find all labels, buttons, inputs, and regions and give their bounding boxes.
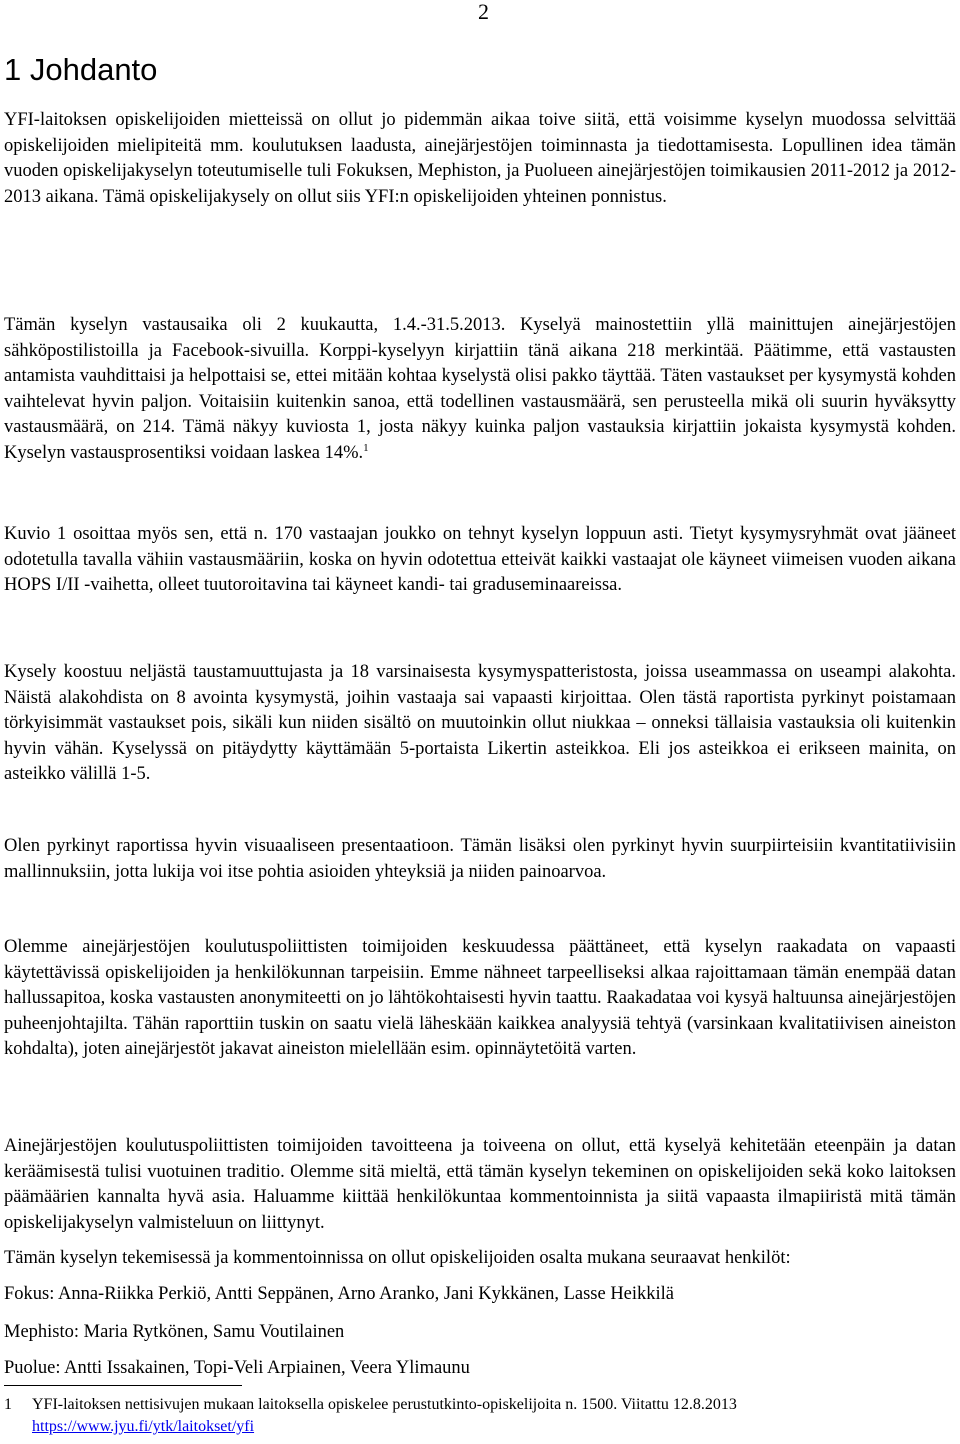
paragraph-survey-structure: Kysely koostuu neljästä taustamuuttujasta ja 18 varsinaisesta kysymyspatteristosta, joissa useammassa on useampi alakohta. Näistä alakohdista on 8 avointa kysymystä, joihin vastaaja sai vapaasti kirjoittaa. Olen tästä raportista pyrkinyt poistamaan törkyisimmät vastaukset pois, sikäli kun niiden sisältö on muutoinkin ollut niukkaa – onneksi tällaisia vastauksia oli kuitenkin hyvin vähän. Kyselyssä on pitäydytty käyttämään 5-portaista Likertin asteikkoa. Eli jos asteikkoa ei erikseen mainita, on asteikko välillä 1-5.: [4, 662, 956, 785]
footnote-reference: 1: [363, 441, 369, 454]
footnote-number: 1: [4, 1396, 12, 1413]
page-number: 2: [478, 0, 489, 24]
contributors-mephisto: Mephisto: Maria Rytkönen, Samu Voutilainen: [4, 1322, 345, 1342]
paragraph-contributors-intro: Tämän kyselyn tekemisessä ja kommentoinnissa on ollut opiskelijoiden osalta mukana seuraavat henkilöt:: [4, 1248, 791, 1268]
paragraph-goals: Ainejärjestöjen koulutuspoliittisten toimijoiden tavoitteena ja toiveena on ollut, että kyselyä kehitetään eteenpäin ja datan keräämisestä tulisi vuotuinen traditio. Olemme sitä mieltä, että tämän kyselyn tekeminen on opiskelijoiden sekä koko laitoksen päämäärien kannalta hyvä asia. Haluamme kiittää henkilökuntaa kommentoinnista ja siitä vapaasta ilmapiiristä mitä tämän opiskelijakyselyn valmisteluun on liittynyt.: [4, 1136, 956, 1233]
paragraph-response-time-text: Tämän kyselyn vastausaika oli 2 kuukautta, 1.4.-31.5.2013. Kyselyä mainostettiin yllä mainittujen ainejärjestöjen sähköpostilistoilla ja Facebook-sivuilla. Korppi-kyselyyn kirjattiin tänä aikana 218 merkintää. Päätimme, että vastausten antamista vauhdittaisi ja helpottaisi se, ettei mitään kohtaa kyselystä olisi pakko täyttää. Täten vastaukset per kysymystä kohden vaihtelevat hyvin paljon. Voitaisiin kuitenkin sanoa, että todellinen vastausmäärä, sen perusteella mikä oli suurin hyväksytty vastausmäärä, on 214. Tämä näkyy kuviosta 1, josta näkyy kuinka paljon vastauksia kirjattiin jokaista kysymystä kohden. Kyselyn vastausprosentiksi voidaan laskea 14%.: [4, 315, 956, 463]
contributors-puolue: Puolue: Antti Issakainen, Topi-Veli Arpiainen, Veera Ylimaunu: [4, 1358, 470, 1378]
footnote-link[interactable]: https://www.jyu.fi/ytk/laitokset/yfi: [32, 1418, 255, 1435]
paragraph-intro: YFI-laitoksen opiskelijoiden mietteissä on ollut jo pidemmän aikaa toive siitä, että voisimme kyselyn muodossa selvittää opiskelijoiden mielipiteitä mm. koulutuksen laadusta, ainejärjestöjen toiminnasta ja tiedottamisesta. Lopullinen idea tämän vuoden opiskelijakyselyn toteutumiselle tuli Fokuksen, Mephiston, ja Puolueen ainejärjestöjen toimikausien 2011-2012 ja 2012-2013 aikana. Tämä opiskelijakysely on ollut siis YFI:n opiskelijoiden yhteinen ponnistus.: [4, 110, 956, 207]
footnote: [4, 1394, 956, 1438]
footnote-divider: [4, 1385, 242, 1386]
paragraph-presentation: Olen pyrkinyt raportissa hyvin visuaaliseen presentaatioon. Tämän lisäksi olen pyrkinyt hyvin suurpiirteisiin kvantitatiivisiin mallinnuksiin, jotta lukija voi itse pohtia asioiden yhteyksiä ja niiden painoarvoa.: [4, 836, 956, 882]
paragraph-response-time: [4, 313, 956, 467]
chapter-heading: 1 Johdanto: [4, 52, 158, 87]
paragraph-raw-data: Olemme ainejärjestöjen koulutuspoliittisten toimijoiden keskuudessa päättäneet, että kyselyn raakadata on vapaasti käytettävissä opiskelijoiden ja henkilökunnan tarpeisiin. Emme nähneet tarpeelliseksi alkaa rajoittamaan tämän enempää datan hallussapitoa, koska vastausten anonymiteetti on jo lähtökohtaisesti hyvin taattu. Raakadataa voi kysyä haltuunsa ainejärjestöjen puheenjohtajilta. Tähän raporttiin tuskin on saatu vielä läheskään kaikkea analyysiä tehtyä (varsinkaan kvalitatiivisen aineiston kohdalta), joten ainejärjestöt jakavat aineiston mielellään esim. opinnäytetöitä varten.: [4, 937, 956, 1060]
contributors-fokus: Fokus: Anna-Riikka Perkiö, Antti Seppänen, Arno Aranko, Jani Kykkänen, Lasse Heikkilä: [4, 1284, 675, 1304]
footnote-text: YFI-laitoksen nettisivujen mukaan laitoksella opiskelee perustutkinto-opiskelijoita n. 1500. Viitattu 12.8.2013: [32, 1396, 737, 1413]
paragraph-figure-note: Kuvio 1 osoittaa myös sen, että n. 170 vastaajan joukko on tehnyt kyselyn loppuun asti. Tietyt kysymysryhmät ovat jääneet odotetulla tavalla vähiin vastausmääriin, koska on hyvin odotettua etteivät kaikki vastaajat ole käyneet viimeisen vuoden aikana HOPS I/II -vaihetta, olleet tuutoroitavina tai käyneet kandi- tai graduseminaareissa.: [4, 524, 956, 596]
